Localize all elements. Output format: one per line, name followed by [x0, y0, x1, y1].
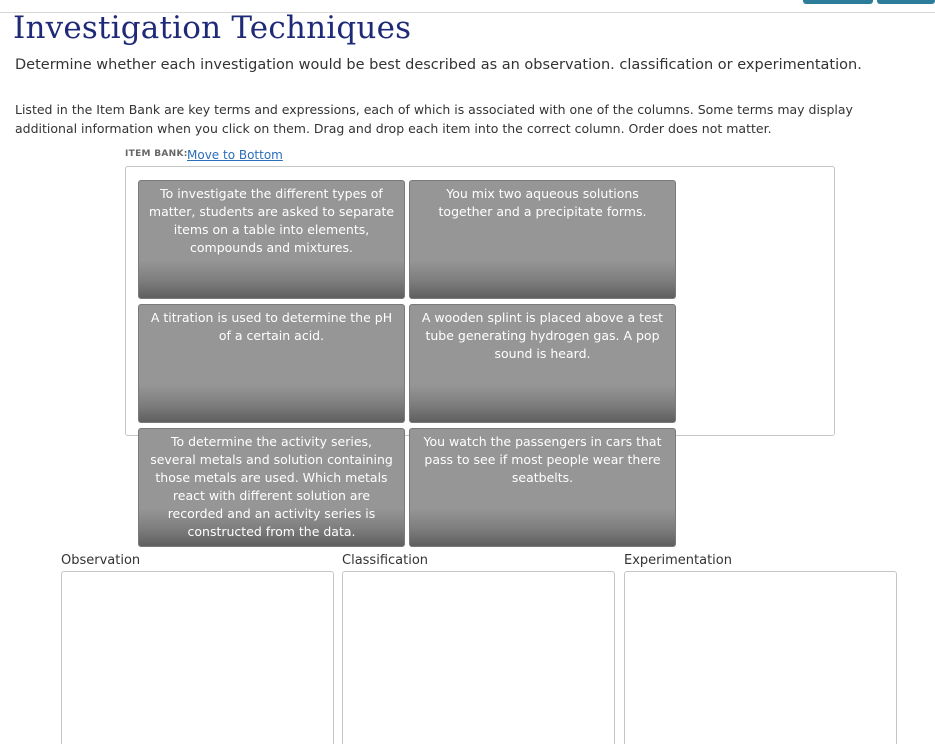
drop-zone-classification[interactable] — [342, 571, 615, 744]
column-label-classification: Classification — [342, 553, 429, 568]
drag-item-6[interactable]: You watch the passengers in cars that pass to see if most people wear there seatbelts. — [409, 428, 676, 547]
column-label-observation: Observation — [61, 553, 141, 568]
item-bank-label: ITEM BANK: — [125, 149, 188, 159]
toolbar-button-1[interactable] — [803, 0, 873, 4]
page-title: Investigation Techniques — [13, 10, 412, 46]
drop-zone-experimentation[interactable] — [624, 571, 897, 744]
drag-item-2[interactable]: You mix two aqueous solutions together and a precipitate forms. — [409, 180, 676, 299]
drag-item-3[interactable]: A titration is used to determine the pH of a certain acid. — [138, 304, 405, 423]
move-to-bottom-link[interactable]: Move to Bottom — [187, 148, 283, 162]
drag-item-5[interactable]: To determine the activity series, several metals and solution containing those metals are used. Which metals react with different solution are recorded and an activity series is constructed from the data. — [138, 428, 405, 547]
question-prompt: Determine whether each investigation would be best described as an observation. classification or experimentation. — [15, 57, 862, 73]
column-label-experimentation: Experimentation — [624, 553, 732, 568]
drag-item-4[interactable]: A wooden splint is placed above a test tube generating hydrogen gas. A pop sound is heard. — [409, 304, 676, 423]
toolbar-button-2[interactable] — [877, 0, 935, 4]
drop-zone-observation[interactable] — [61, 571, 334, 744]
drag-item-1[interactable]: To investigate the different types of matter, students are asked to separate items on a table into elements, compounds and mixtures. — [138, 180, 405, 299]
instructions-text: Listed in the Item Bank are key terms and expressions, each of which is associated with one of the columns. Some terms may display additional information when you click on them. Drag and drop each item into the correct column. Order does not matter. — [15, 102, 853, 136]
